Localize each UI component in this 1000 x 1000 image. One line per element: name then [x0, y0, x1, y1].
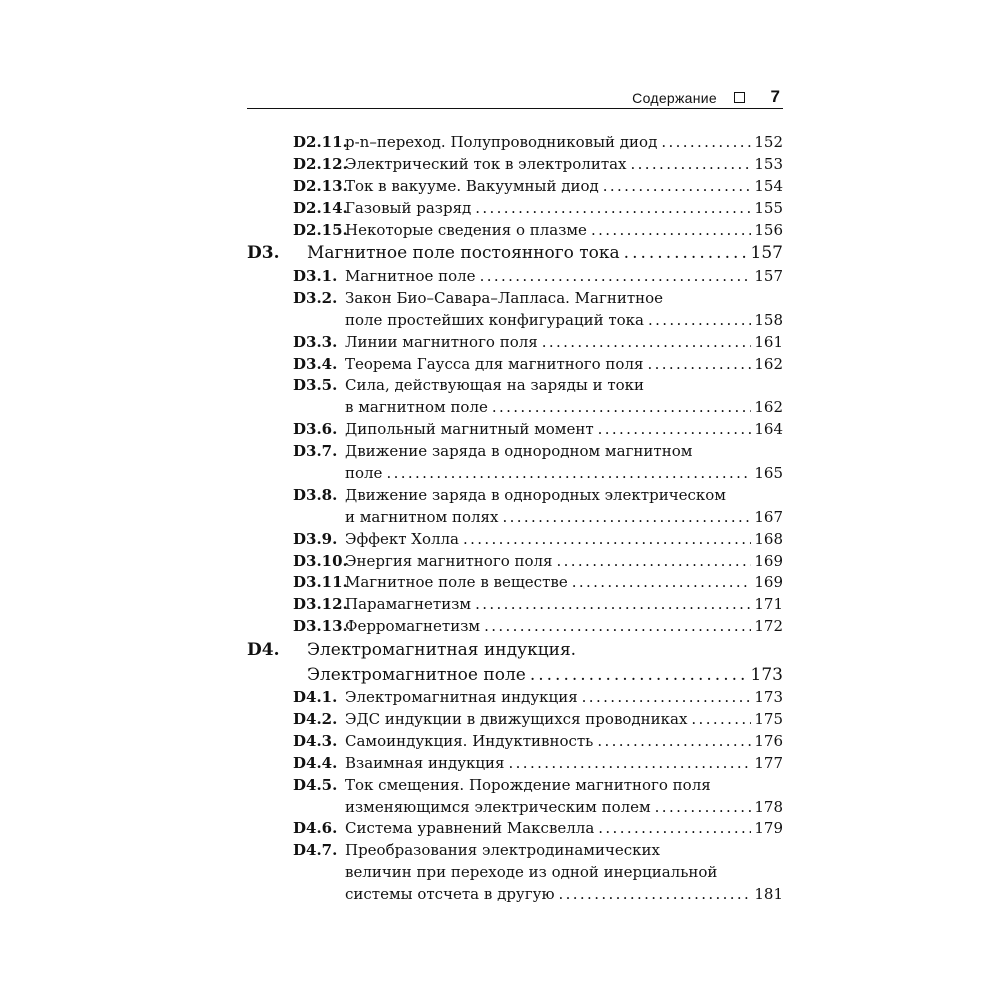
toc-page-number: 152 — [754, 133, 783, 151]
toc-entry-title: Ферромагнетизм — [345, 617, 481, 636]
toc-entry-code: D3.11. — [293, 573, 348, 592]
dot-leader — [530, 663, 748, 688]
toc-entry-line-with-page — [345, 154, 783, 176]
toc-entry-line-with-page — [345, 687, 783, 709]
toc-entry-code: D2.14. — [293, 198, 348, 217]
toc-entry-row — [247, 616, 783, 638]
toc-page-number: 167 — [754, 507, 783, 526]
toc-entry-line-with-page — [345, 397, 783, 419]
dot-leader — [582, 687, 752, 709]
toc-page-number: 169 — [754, 551, 783, 570]
dot-leader — [647, 354, 751, 376]
toc-entry-title: p-n–переход. Полупроводниковый диод — [345, 133, 658, 151]
dot-leader — [480, 266, 752, 288]
toc-entry-code: D3.1. — [293, 266, 338, 285]
toc-entry-code: D2.13. — [293, 176, 348, 195]
toc-entry-line-with-page — [345, 572, 783, 594]
toc-entry-code: D3.13. — [293, 617, 348, 636]
toc-chapter-row — [247, 638, 783, 663]
toc-entry-line-with-page — [345, 310, 783, 332]
toc-entry-title: Ток смещения. Порождение магнитного поля — [345, 775, 711, 794]
toc-entry-row — [247, 884, 783, 906]
toc-entry-row — [247, 288, 783, 310]
toc-entry-line-with-page — [345, 507, 783, 529]
toc-entry-code: D3.12. — [293, 595, 348, 614]
toc-entry-row — [247, 551, 783, 573]
header-title: Содержание — [632, 90, 717, 106]
toc-entry-title: Электромагнитная индукция — [345, 688, 578, 707]
dot-leader — [691, 709, 751, 731]
toc-page-number: 164 — [754, 420, 783, 439]
dot-leader — [631, 154, 752, 176]
toc-entry-line-with-page — [345, 463, 783, 485]
toc-page-number: 162 — [754, 398, 783, 417]
toc-page-number: 158 — [754, 310, 783, 329]
toc-entry-row — [247, 375, 783, 397]
toc-entry-title: Эффект Холла — [345, 529, 459, 548]
toc-entry-row — [247, 840, 783, 862]
toc-entry-title: Некоторые сведения о плазме — [345, 220, 587, 239]
toc-page-number: 156 — [754, 220, 783, 239]
toc-chapter-row — [247, 663, 783, 688]
toc-entry-title: Ток в вакууме. Вакуумный диод — [345, 176, 599, 195]
toc-page-number: 171 — [754, 595, 783, 614]
toc-entry-title: ЭДС индукции в движущихся проводниках — [345, 709, 688, 728]
toc-entry-line-with-page — [345, 529, 783, 551]
toc-entry-line-with-page — [307, 241, 783, 266]
toc-entry-code: D3.3. — [293, 332, 338, 351]
toc-entry-title: Движение заряда в однородном магнитном — [345, 442, 693, 461]
dot-leader — [386, 463, 751, 485]
toc-entry-line-with-page — [345, 551, 783, 573]
toc-entry-title: Магнитное поле постоянного тока — [307, 243, 620, 264]
dot-leader — [475, 198, 751, 220]
dot-leader — [463, 529, 751, 551]
toc-entry-row — [247, 419, 783, 441]
toc-entry-row — [247, 529, 783, 551]
toc-entry-code: D4.2. — [293, 709, 338, 728]
toc-entry-title: Парамагнетизм — [345, 595, 472, 614]
dot-leader — [648, 310, 751, 332]
toc-entry-title: Система уравнений Максвелла — [345, 819, 595, 838]
toc-entry-title: величин при переходе из одной инерциальной — [345, 863, 718, 882]
toc-entry-row — [247, 397, 783, 419]
toc-entry-title: Магнитное поле в веществе — [345, 573, 568, 592]
dot-leader — [597, 731, 751, 753]
toc-page-number: 154 — [754, 176, 783, 195]
dot-leader — [572, 572, 752, 594]
dot-leader — [502, 507, 751, 529]
toc-entry-row — [247, 132, 783, 154]
toc-entry-row — [247, 463, 783, 485]
toc-entry-title: Дипольный магнитный момент — [345, 420, 594, 439]
toc-entry-row — [247, 354, 783, 376]
toc-entry-line-with-page — [345, 266, 783, 288]
toc-entry-row — [247, 507, 783, 529]
toc-page-number: 161 — [754, 332, 783, 351]
toc-page-number: 165 — [754, 463, 783, 482]
toc-entry-row — [247, 753, 783, 775]
toc-entry-code: D3.10. — [293, 551, 348, 570]
table-of-contents — [247, 132, 783, 906]
toc-entry-title: Движение заряда в однородных электрическом — [345, 485, 726, 504]
toc-entry-title: Закон Био–Савара–Лапласа. Магнитное — [345, 288, 664, 307]
toc-entry-code: D4.1. — [293, 688, 338, 707]
toc-entry-code: D3.4. — [293, 354, 338, 373]
toc-entry-row — [247, 198, 783, 220]
toc-entry-line-with-page — [345, 354, 783, 376]
toc-entry-line-with-page — [345, 616, 783, 638]
toc-page-number: 178 — [754, 797, 783, 816]
toc-entry-title: Газовый разряд — [345, 198, 472, 217]
toc-entry-title: Преобразования электродинамических — [345, 841, 660, 860]
toc-entry-line-with-page — [345, 709, 783, 731]
dot-leader — [661, 132, 751, 154]
toc-entry-title: Самоиндукция. Индуктивность — [345, 731, 594, 750]
toc-entry-line-with-page — [345, 731, 783, 753]
toc-entry-row — [247, 687, 783, 709]
toc-entry-title: поле — [345, 463, 383, 482]
dot-leader — [542, 332, 752, 354]
toc-page-number: 169 — [754, 573, 783, 592]
toc-entry-line-with-page — [345, 797, 783, 819]
toc-entry-line-with-page — [307, 663, 783, 688]
toc-entry-title: Линии магнитного поля — [345, 332, 538, 351]
toc-entry-code: D2.15. — [293, 220, 348, 239]
dot-leader — [475, 594, 751, 616]
toc-entry-row — [247, 731, 783, 753]
dot-leader — [624, 241, 748, 266]
toc-page-number: 173 — [754, 688, 783, 707]
toc-entry-code: D2.12. — [293, 154, 348, 173]
toc-entry-line-with-page — [345, 818, 783, 840]
toc-entry-code: D2.11. — [293, 133, 348, 151]
toc-entry-row — [247, 862, 783, 884]
toc-page-number: 162 — [754, 354, 783, 373]
header-rule — [247, 108, 783, 109]
toc-page-number: 177 — [754, 753, 783, 772]
toc-entry-line-with-page — [345, 419, 783, 441]
toc-entry-row — [247, 176, 783, 198]
toc-entry-title: Энергия магнитного поля — [345, 551, 553, 570]
dot-leader — [557, 551, 752, 573]
dot-leader — [598, 818, 751, 840]
toc-entry-code: D4.7. — [293, 841, 338, 860]
toc-entry-line-with-page — [345, 220, 783, 242]
toc-entry-row — [247, 572, 783, 594]
toc-entry-title: Электромагнитное поле — [307, 664, 526, 685]
toc-entry-row — [247, 594, 783, 616]
toc-entry-row — [247, 310, 783, 332]
toc-entry-code: D3. — [247, 243, 280, 264]
toc-entry-row — [247, 485, 783, 507]
toc-entry-row — [247, 818, 783, 840]
toc-entry-row — [247, 220, 783, 242]
toc-entry-row — [247, 441, 783, 463]
toc-page-number: 157 — [754, 266, 783, 285]
running-header — [247, 86, 783, 108]
toc-entry-title: Сила, действующая на заряды и токи — [345, 376, 645, 395]
toc-entry-title: Взаимная индукция — [345, 753, 505, 772]
toc-entry-row — [247, 332, 783, 354]
toc-page-number: 153 — [754, 154, 783, 173]
toc-entry-line-with-page — [345, 132, 783, 154]
toc-entry-title: Электромагнитная индукция. — [307, 640, 577, 661]
toc-page-number: 157 — [750, 243, 783, 264]
toc-entry-code: D3.2. — [293, 288, 338, 307]
dot-leader — [484, 616, 751, 638]
dot-leader — [509, 753, 752, 775]
toc-page-number: 155 — [754, 198, 783, 217]
toc-entry-code: D4.4. — [293, 753, 338, 772]
toc-entry-line-with-page — [345, 332, 783, 354]
dot-leader — [598, 419, 752, 441]
square-bullet-icon — [734, 92, 745, 103]
toc-chapter-row — [247, 241, 783, 266]
toc-entry-line-with-page — [345, 753, 783, 775]
toc-page-number: 176 — [754, 731, 783, 750]
toc-entry-row — [247, 266, 783, 288]
toc-entry-title: Теорема Гаусса для магнитного поля — [345, 354, 644, 373]
toc-entry-code: D3.5. — [293, 376, 338, 395]
toc-page-number: 181 — [754, 885, 783, 904]
toc-page-number: 173 — [750, 664, 783, 685]
dot-leader — [492, 397, 751, 419]
toc-entry-title: поле простейших конфигураций тока — [345, 310, 645, 329]
dot-leader — [603, 176, 752, 198]
header-page-number: 7 — [770, 87, 780, 106]
toc-entry-title: системы отсчета в другую — [345, 885, 555, 904]
toc-entry-code: D4. — [247, 640, 280, 661]
toc-entry-row — [247, 154, 783, 176]
dot-leader — [591, 220, 751, 242]
toc-entry-code: D3.8. — [293, 485, 338, 504]
toc-page-number: 175 — [754, 709, 783, 728]
toc-entry-code: D4.6. — [293, 819, 338, 838]
toc-entry-code: D4.5. — [293, 775, 338, 794]
toc-page-number: 179 — [754, 819, 783, 838]
toc-entry-code: D4.3. — [293, 731, 338, 750]
toc-entry-title: и магнитном полях — [345, 507, 499, 526]
toc-entry-line-with-page — [345, 884, 783, 906]
toc-page-number: 168 — [754, 529, 783, 548]
toc-entry-line-with-page — [345, 176, 783, 198]
toc-entry-title: Магнитное поле — [345, 266, 476, 285]
toc-entry-title: Электрический ток в электролитах — [345, 154, 627, 173]
toc-entry-title: изменяющимся электрическим полем — [345, 797, 651, 816]
toc-entry-code: D3.9. — [293, 529, 338, 548]
toc-entry-code: D3.6. — [293, 420, 338, 439]
toc-entry-row — [247, 797, 783, 819]
toc-entry-row — [247, 709, 783, 731]
toc-entry-row — [247, 775, 783, 797]
toc-entry-line-with-page — [345, 594, 783, 616]
dot-leader — [559, 884, 752, 906]
toc-entry-code: D3.7. — [293, 442, 338, 461]
dot-leader — [655, 797, 752, 819]
toc-entry-title: в магнитном поле — [345, 398, 488, 417]
toc-entry-line-with-page — [345, 198, 783, 220]
toc-page-number: 172 — [754, 617, 783, 636]
